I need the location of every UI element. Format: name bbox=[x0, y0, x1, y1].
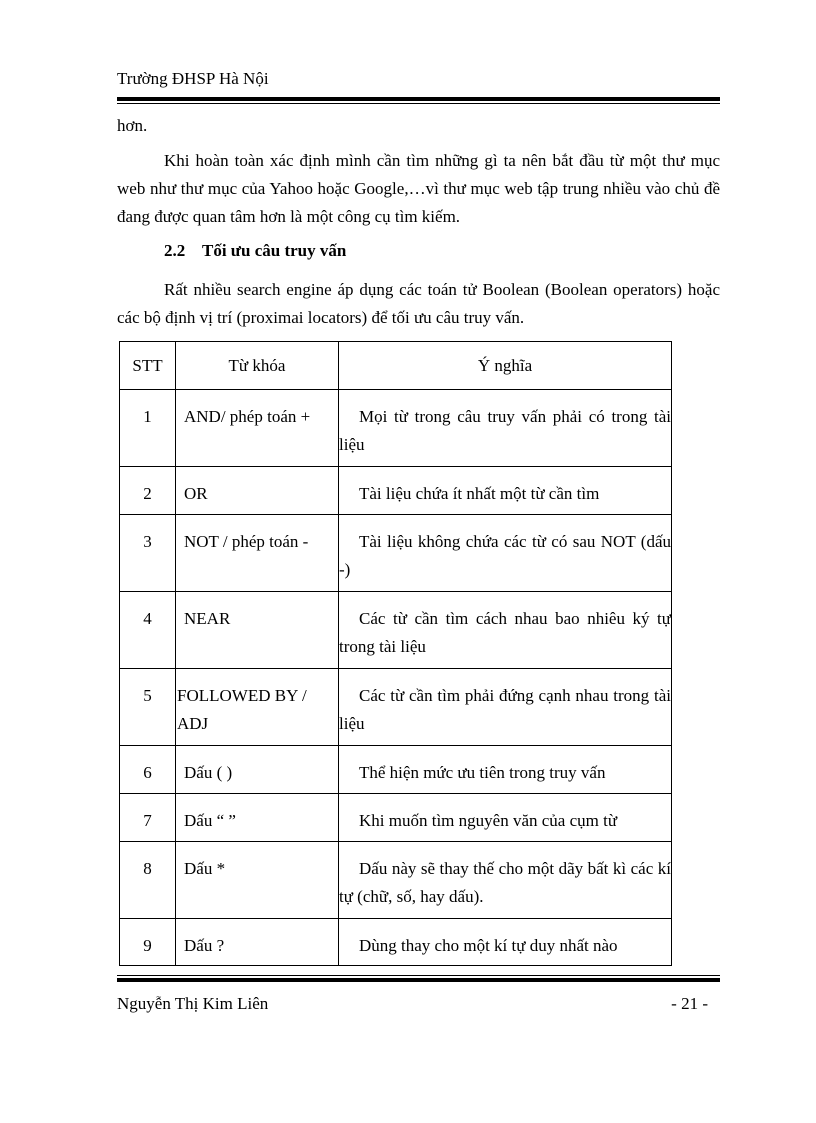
cell-keyword: FOLLOWED BY / ADJ bbox=[176, 669, 339, 746]
table-row bbox=[120, 919, 672, 966]
paragraph-boolean: Rất nhiều search engine áp dụng các toán tử Boolean (Boolean operators) hoặc các bộ định vị trí (proximai locators) để tối ưu câu truy vấn. bbox=[117, 280, 720, 327]
header-rule-thin bbox=[117, 103, 720, 104]
paragraph-continuation: hơn. bbox=[117, 116, 148, 135]
footer-rule-thin bbox=[117, 975, 720, 976]
cell-meaning: Các từ cần tìm phải đứng cạnh nhau trong tài liệu bbox=[339, 669, 672, 746]
operators-table bbox=[119, 341, 672, 966]
cell-stt: 3 bbox=[120, 515, 176, 592]
cell-keyword: Dấu “ ” bbox=[176, 794, 339, 842]
cell-keyword: Dấu ( ) bbox=[176, 746, 339, 794]
cell-stt: 7 bbox=[120, 794, 176, 842]
cell-meaning: Các từ cần tìm cách nhau bao nhiêu ký tự trong tài liệu bbox=[339, 592, 672, 669]
cell-keyword: AND/ phép toán + bbox=[176, 390, 339, 467]
header-stt: STT bbox=[120, 342, 176, 390]
cell-meaning: Dấu này sẽ thay thế cho một dãy bất kì các kí tự (chữ, số, hay dấu). bbox=[339, 842, 672, 919]
table-header-row bbox=[120, 342, 672, 390]
footer-author: Nguyễn Thị Kim Liên bbox=[117, 994, 269, 1013]
cell-meaning: Tài liệu không chứa các từ có sau NOT (dấu -) bbox=[339, 515, 672, 592]
table-row bbox=[120, 515, 672, 592]
cell-stt: 5 bbox=[120, 669, 176, 746]
footer-rule-thick bbox=[117, 978, 720, 982]
header-rule-thick bbox=[117, 97, 720, 101]
cell-meaning: Tài liệu chứa ít nhất một từ cần tìm bbox=[339, 467, 672, 515]
cell-stt: 8 bbox=[120, 842, 176, 919]
cell-keyword: NOT / phép toán - bbox=[176, 515, 339, 592]
cell-stt: 1 bbox=[120, 390, 176, 467]
cell-meaning: Thể hiện mức ưu tiên trong truy vấn bbox=[339, 746, 672, 794]
table-row bbox=[120, 842, 672, 919]
cell-keyword: OR bbox=[176, 467, 339, 515]
table-row bbox=[120, 794, 672, 842]
cell-keyword: Dấu * bbox=[176, 842, 339, 919]
cell-stt: 4 bbox=[120, 592, 176, 669]
cell-meaning: Khi muốn tìm nguyên văn của cụm từ bbox=[339, 794, 672, 842]
section-heading bbox=[164, 241, 346, 261]
cell-stt: 6 bbox=[120, 746, 176, 794]
cell-keyword: Dấu ? bbox=[176, 919, 339, 966]
table-row bbox=[120, 390, 672, 467]
table-row bbox=[120, 669, 672, 746]
section-number: 2.2 bbox=[164, 241, 186, 260]
table-row bbox=[120, 592, 672, 669]
cell-stt: 2 bbox=[120, 467, 176, 515]
cell-meaning: Dùng thay cho một kí tự duy nhất nào bbox=[339, 919, 672, 966]
paragraph-directory: Khi hoàn toàn xác định mình cần tìm những gì ta nên bắt đầu từ một thư mục web như thư mục của Yahoo hoặc Google,…vì thư mục web tập trung nhiều vào chủ đề đang được quan tâm hơn là một công cụ tìm kiếm. bbox=[117, 151, 720, 226]
cell-keyword: NEAR bbox=[176, 592, 339, 669]
header-title: Trường ĐHSP Hà Nội bbox=[117, 69, 269, 88]
table-row bbox=[120, 467, 672, 515]
header-meaning: Ý nghĩa bbox=[339, 342, 672, 390]
cell-stt: 9 bbox=[120, 919, 176, 966]
table-row bbox=[120, 746, 672, 794]
cell-meaning: Mọi từ trong câu truy vấn phải có trong tài liệu bbox=[339, 390, 672, 467]
header-keyword: Từ khóa bbox=[176, 342, 339, 390]
page-number: - 21 - bbox=[671, 994, 708, 1013]
section-title: Tối ưu câu truy vấn bbox=[202, 241, 347, 260]
